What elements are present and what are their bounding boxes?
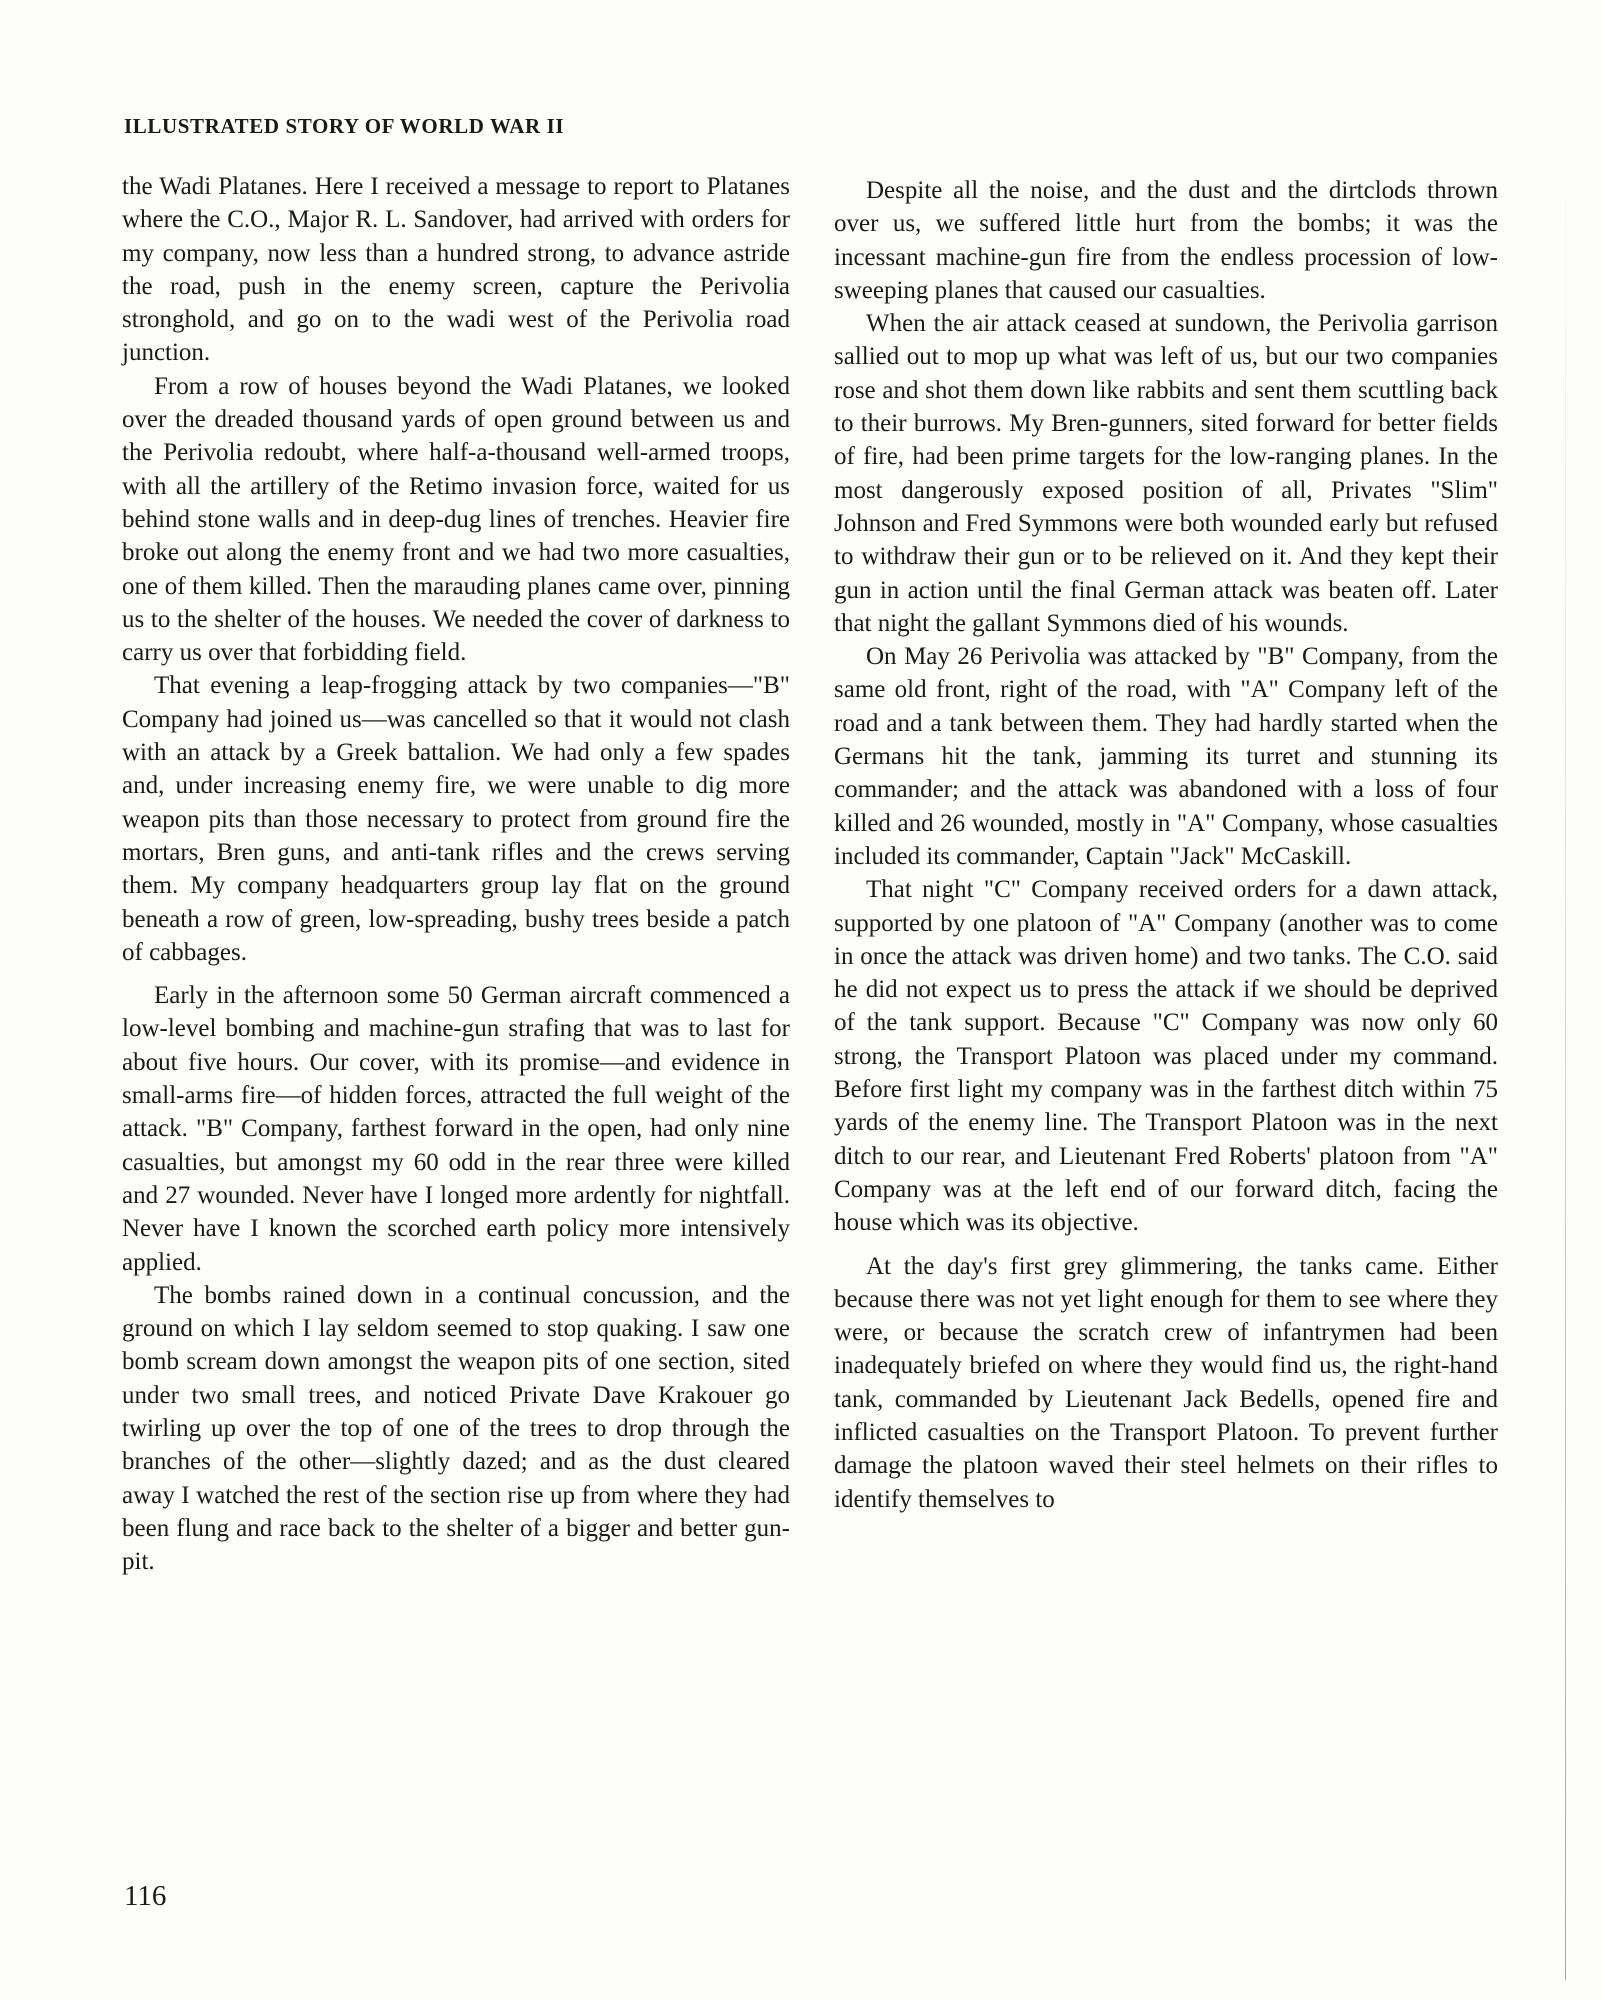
paragraph: Early in the afternoon some 50 German aircraft commenced a low-level bombing and machine-gun strafing that was to last for about five hours. Our cover, with its promise—and evidence in small-arms fire—of hidden forces, attracted the full weight of the attack. "B" Company, farthest forward in the open, had only nine casualties, but amongst my 60 odd in the rear three were killed and 27 wounded. Never have I longed more ardently for nightfall. Never have I known the scorched earth policy more intensively applied. bbox=[122, 982, 790, 1276]
paragraph: From a row of houses beyond the Wadi Platanes, we looked over the dreaded thousand yards of open ground between us and the Perivolia redoubt, where half-a-thousand well-armed troops, with all the artillery of the Retimo invasion force, waited for us behind stone walls and in deep-dug lines of trenches. Heavier fire broke out along the enemy front and we had two more casualties, one of them killed. Then the marauding planes came over, pinning us to the shelter of the houses. We needed the cover of darkness to carry us over that forbidding field. bbox=[122, 372, 790, 667]
paragraph: That night "C" Company received orders for a dawn attack, supported by one platoon of "A" Company (another was to come in once the attack was driven home) and two tanks. The C.O. said he did not expect us to press the attack if we should be deprived of the tank support. Because "C" Company was now only 60 strong, the Transport Platoon was placed under my command. Before first light my company was in the farthest ditch within 75 yards of the enemy line. The Transport Platoon was in the next ditch to our rear, and Lieutenant Fred Roberts' platoon from "A" Company was at the left end of our forward ditch, facing the house which was its objective. bbox=[834, 876, 1498, 1237]
scan-edge-shadow bbox=[1565, 140, 1566, 1980]
paragraph: At the day's first grey glimmering, the tanks came. Either because there was not yet light enough for them to see where they were, or because the scratch crew of infantrymen had been inadequately briefed on where they would find us, the right-hand tank, commanded by Lieutenant Jack Bedells, opened fire and inflicted casualties on the Transport Platoon. To prevent further damage the platoon waved their steel helmets on their rifles to identify themselves to bbox=[834, 1252, 1498, 1513]
left-column bbox=[122, 170, 790, 1578]
right-column bbox=[834, 174, 1498, 1516]
paragraph: Despite all the noise, and the dust and the dirtclods thrown over us, we suffered little hurt from the bombs; it was the incessant machine-gun fire from the endless procession of low-sweeping planes that caused our casualties. bbox=[834, 177, 1498, 304]
running-head: ILLUSTRATED STORY OF WORLD WAR II bbox=[124, 114, 565, 138]
paragraph: On May 26 Perivolia was attacked by "B" Company, from the same old front, right of the road, with "A" Company left of the road and a tank between them. They had hardly started when the Germans hit the tank, jamming its turret and stunning its commander; and the attack was abandoned with a loss of four killed and 26 wounded, mostly in "A" Company, whose casualties included its commander, Captain "Jack" McCaskill. bbox=[834, 643, 1498, 870]
paragraph: When the air attack ceased at sundown, the Perivolia garrison sallied out to mop up what was left of us, but our two companies rose and shot them down like rabbits and sent them scuttling back to their burrows. My Bren-gunners, sited forward for better fields of fire, had been prime targets for the low-ranging planes. In the most dangerously exposed position of all, Privates "Slim" Johnson and Fred Symmons were both wounded early but refused to withdraw their gun or to be relieved on it. And they kept their gun in action until the final German attack was beaten off. Later that night the gallant Symmons died of his wounds. bbox=[834, 310, 1498, 637]
paragraph: the Wadi Platanes. Here I received a message to report to Platanes where the C.O., Major R. L. Sandover, had arrived with orders for my company, now less than a hundred strong, to advance astride the road, push in the enemy screen, capture the Perivolia stronghold, and go on to the wadi west of the Perivolia road junction. bbox=[122, 173, 790, 367]
paragraph: The bombs rained down in a continual concussion, and the ground on which I lay seldom seemed to stop quaking. I saw one bomb scream down amongst the weapon pits of one section, sited under two small trees, and noticed Private Dave Krakouer go twirling up over the top of one of the trees to drop through the branches of the other—slightly dazed; and as the dust cleared away I watched the rest of the section rise up from where they had been flung and race back to the shelter of a bigger and better gun-pit. bbox=[122, 1281, 790, 1576]
page-number: 116 bbox=[124, 1880, 167, 1912]
paragraph: That evening a leap-frogging attack by two companies—"B" Company had joined us—was cancelled so that it would not clash with an attack by a Greek battalion. We had only a few spades and, under increasing enemy fire, we were unable to dig more weapon pits than those necessary to protect from ground fire the mortars, Bren guns, and anti-tank rifles and the crews serving them. My company headquarters group lay flat on the ground beneath a row of green, low-spreading, bushy trees beside a patch of cabbages. bbox=[122, 672, 790, 966]
